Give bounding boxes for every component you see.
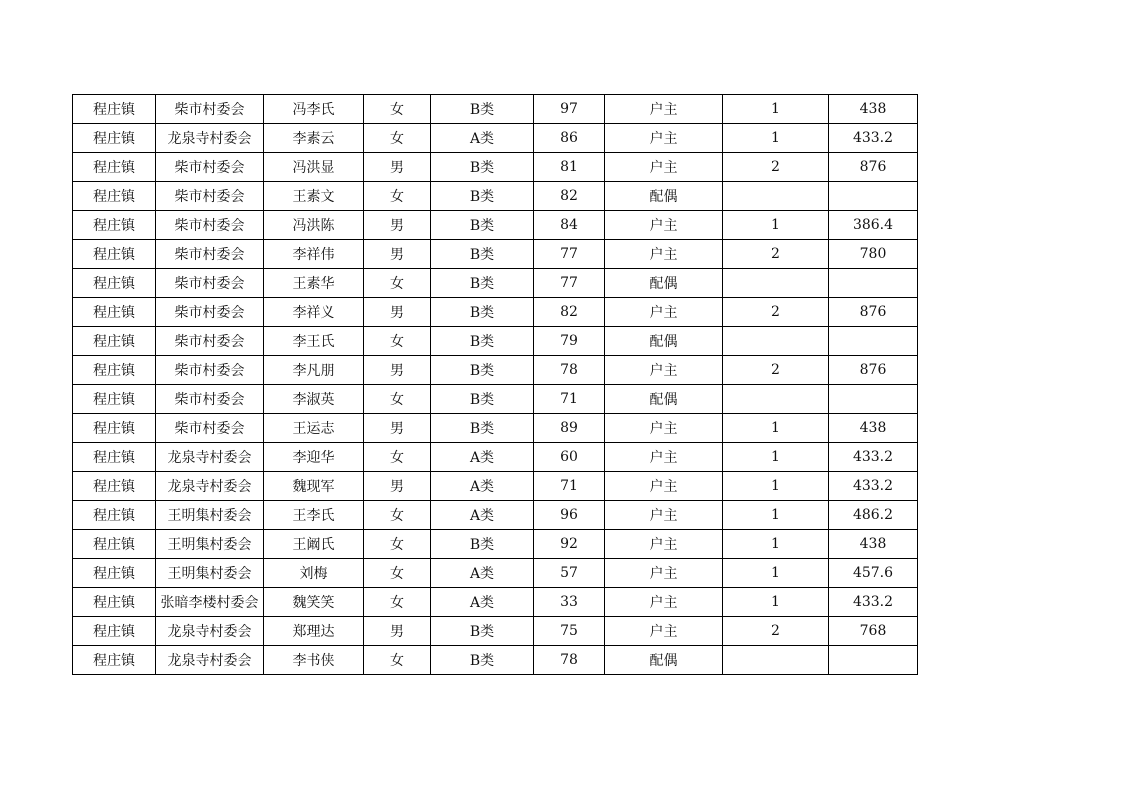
gender-cell: 女 (364, 501, 431, 530)
table-row (73, 298, 918, 327)
name-cell: 王阚氏 (264, 530, 364, 559)
relation-cell: 户主 (605, 414, 723, 443)
village-committee-cell: 柴市村委会 (156, 356, 264, 385)
amount-cell: 433.2 (829, 588, 918, 617)
gender-cell: 男 (364, 356, 431, 385)
table-row (73, 240, 918, 269)
category-cell: B类 (431, 617, 534, 646)
name-cell: 王运志 (264, 414, 364, 443)
name-cell: 李迎华 (264, 443, 364, 472)
age-cell: 75 (534, 617, 605, 646)
relation-cell: 户主 (605, 501, 723, 530)
relation-cell: 户主 (605, 443, 723, 472)
age-cell: 77 (534, 240, 605, 269)
town-cell: 程庄镇 (73, 472, 156, 501)
household-count-cell (723, 182, 829, 211)
household-count-cell: 2 (723, 298, 829, 327)
table-row (73, 646, 918, 675)
village-committee-cell: 柴市村委会 (156, 95, 264, 124)
gender-cell: 女 (364, 443, 431, 472)
town-cell: 程庄镇 (73, 617, 156, 646)
amount-cell: 876 (829, 298, 918, 327)
town-cell: 程庄镇 (73, 588, 156, 617)
gender-cell: 女 (364, 327, 431, 356)
category-cell: B类 (431, 240, 534, 269)
name-cell: 李书侠 (264, 646, 364, 675)
town-cell: 程庄镇 (73, 559, 156, 588)
household-count-cell: 1 (723, 211, 829, 240)
town-cell: 程庄镇 (73, 443, 156, 472)
relation-cell: 户主 (605, 95, 723, 124)
amount-cell: 433.2 (829, 472, 918, 501)
amount-cell: 486.2 (829, 501, 918, 530)
age-cell: 84 (534, 211, 605, 240)
age-cell: 86 (534, 124, 605, 153)
town-cell: 程庄镇 (73, 356, 156, 385)
gender-cell: 男 (364, 211, 431, 240)
age-cell: 97 (534, 95, 605, 124)
age-cell: 96 (534, 501, 605, 530)
relation-cell: 户主 (605, 559, 723, 588)
amount-cell (829, 327, 918, 356)
village-committee-cell: 龙泉寺村委会 (156, 472, 264, 501)
household-count-cell (723, 646, 829, 675)
household-count-cell: 1 (723, 530, 829, 559)
household-count-cell: 1 (723, 124, 829, 153)
category-cell: A类 (431, 501, 534, 530)
name-cell: 刘梅 (264, 559, 364, 588)
name-cell: 冯洪显 (264, 153, 364, 182)
age-cell: 33 (534, 588, 605, 617)
age-cell: 71 (534, 385, 605, 414)
gender-cell: 男 (364, 153, 431, 182)
gender-cell: 男 (364, 617, 431, 646)
village-committee-cell: 王明集村委会 (156, 530, 264, 559)
amount-cell: 876 (829, 356, 918, 385)
category-cell: B类 (431, 414, 534, 443)
name-cell: 冯李氏 (264, 95, 364, 124)
table-row (73, 414, 918, 443)
category-cell: B类 (431, 327, 534, 356)
table-row (73, 182, 918, 211)
name-cell: 李凡朋 (264, 356, 364, 385)
table-row (73, 385, 918, 414)
age-cell: 77 (534, 269, 605, 298)
name-cell: 李王氏 (264, 327, 364, 356)
amount-cell: 780 (829, 240, 918, 269)
table-row (73, 443, 918, 472)
table-row (73, 501, 918, 530)
gender-cell: 女 (364, 124, 431, 153)
amount-cell (829, 182, 918, 211)
age-cell: 92 (534, 530, 605, 559)
household-count-cell: 1 (723, 95, 829, 124)
village-committee-cell: 柴市村委会 (156, 211, 264, 240)
relation-cell: 户主 (605, 240, 723, 269)
gender-cell: 女 (364, 95, 431, 124)
town-cell: 程庄镇 (73, 501, 156, 530)
gender-cell: 男 (364, 414, 431, 443)
category-cell: B类 (431, 182, 534, 211)
age-cell: 82 (534, 182, 605, 211)
relation-cell: 户主 (605, 124, 723, 153)
category-cell: B类 (431, 211, 534, 240)
category-cell: A类 (431, 124, 534, 153)
table-row (73, 530, 918, 559)
relation-cell: 户主 (605, 153, 723, 182)
table-row (73, 95, 918, 124)
table-row (73, 124, 918, 153)
relation-cell: 户主 (605, 472, 723, 501)
household-count-cell: 2 (723, 153, 829, 182)
name-cell: 冯洪陈 (264, 211, 364, 240)
age-cell: 57 (534, 559, 605, 588)
village-committee-cell: 龙泉寺村委会 (156, 646, 264, 675)
name-cell: 郑理达 (264, 617, 364, 646)
village-committee-cell: 张暗李楼村委会 (156, 588, 264, 617)
relation-cell: 配偶 (605, 385, 723, 414)
household-count-cell: 2 (723, 240, 829, 269)
category-cell: A类 (431, 443, 534, 472)
category-cell: B类 (431, 95, 534, 124)
village-committee-cell: 柴市村委会 (156, 240, 264, 269)
name-cell: 王李氏 (264, 501, 364, 530)
household-count-cell: 1 (723, 443, 829, 472)
town-cell: 程庄镇 (73, 298, 156, 327)
town-cell: 程庄镇 (73, 646, 156, 675)
village-committee-cell: 柴市村委会 (156, 269, 264, 298)
town-cell: 程庄镇 (73, 327, 156, 356)
amount-cell: 457.6 (829, 559, 918, 588)
household-count-cell: 1 (723, 501, 829, 530)
village-committee-cell: 龙泉寺村委会 (156, 617, 264, 646)
household-count-cell: 1 (723, 472, 829, 501)
town-cell: 程庄镇 (73, 211, 156, 240)
name-cell: 李祥伟 (264, 240, 364, 269)
village-committee-cell: 王明集村委会 (156, 559, 264, 588)
amount-cell: 768 (829, 617, 918, 646)
village-committee-cell: 龙泉寺村委会 (156, 443, 264, 472)
amount-cell: 438 (829, 414, 918, 443)
amount-cell: 876 (829, 153, 918, 182)
name-cell: 王素华 (264, 269, 364, 298)
gender-cell: 女 (364, 385, 431, 414)
town-cell: 程庄镇 (73, 385, 156, 414)
table-row (73, 617, 918, 646)
name-cell: 李淑英 (264, 385, 364, 414)
age-cell: 71 (534, 472, 605, 501)
table-row (73, 153, 918, 182)
relation-cell: 配偶 (605, 269, 723, 298)
gender-cell: 女 (364, 530, 431, 559)
age-cell: 82 (534, 298, 605, 327)
town-cell: 程庄镇 (73, 530, 156, 559)
age-cell: 60 (534, 443, 605, 472)
village-committee-cell: 柴市村委会 (156, 153, 264, 182)
household-count-cell: 1 (723, 559, 829, 588)
age-cell: 78 (534, 356, 605, 385)
village-committee-cell: 柴市村委会 (156, 182, 264, 211)
gender-cell: 女 (364, 646, 431, 675)
name-cell: 王素文 (264, 182, 364, 211)
category-cell: A类 (431, 588, 534, 617)
relation-cell: 户主 (605, 298, 723, 327)
village-committee-cell: 柴市村委会 (156, 414, 264, 443)
category-cell: B类 (431, 269, 534, 298)
name-cell: 魏现军 (264, 472, 364, 501)
amount-cell (829, 385, 918, 414)
household-count-cell: 2 (723, 356, 829, 385)
gender-cell: 男 (364, 298, 431, 327)
town-cell: 程庄镇 (73, 269, 156, 298)
household-count-cell (723, 327, 829, 356)
records-table (72, 94, 918, 675)
age-cell: 81 (534, 153, 605, 182)
category-cell: B类 (431, 153, 534, 182)
amount-cell: 438 (829, 530, 918, 559)
household-count-cell (723, 385, 829, 414)
village-committee-cell: 柴市村委会 (156, 327, 264, 356)
relation-cell: 户主 (605, 617, 723, 646)
category-cell: B类 (431, 385, 534, 414)
category-cell: B类 (431, 356, 534, 385)
gender-cell: 女 (364, 269, 431, 298)
gender-cell: 女 (364, 182, 431, 211)
town-cell: 程庄镇 (73, 240, 156, 269)
category-cell: B类 (431, 530, 534, 559)
relation-cell: 户主 (605, 211, 723, 240)
town-cell: 程庄镇 (73, 414, 156, 443)
village-committee-cell: 王明集村委会 (156, 501, 264, 530)
table-row (73, 472, 918, 501)
town-cell: 程庄镇 (73, 124, 156, 153)
gender-cell: 男 (364, 472, 431, 501)
household-count-cell: 1 (723, 588, 829, 617)
town-cell: 程庄镇 (73, 182, 156, 211)
name-cell: 李祥义 (264, 298, 364, 327)
gender-cell: 男 (364, 240, 431, 269)
town-cell: 程庄镇 (73, 95, 156, 124)
village-committee-cell: 柴市村委会 (156, 298, 264, 327)
household-count-cell: 2 (723, 617, 829, 646)
amount-cell: 433.2 (829, 124, 918, 153)
amount-cell (829, 269, 918, 298)
category-cell: B类 (431, 298, 534, 327)
relation-cell: 配偶 (605, 646, 723, 675)
relation-cell: 户主 (605, 356, 723, 385)
name-cell: 李素云 (264, 124, 364, 153)
amount-cell: 386.4 (829, 211, 918, 240)
household-count-cell (723, 269, 829, 298)
relation-cell: 配偶 (605, 327, 723, 356)
name-cell: 魏笑笑 (264, 588, 364, 617)
village-committee-cell: 柴市村委会 (156, 385, 264, 414)
town-cell: 程庄镇 (73, 153, 156, 182)
age-cell: 79 (534, 327, 605, 356)
amount-cell: 438 (829, 95, 918, 124)
household-count-cell: 1 (723, 414, 829, 443)
amount-cell (829, 646, 918, 675)
village-committee-cell: 龙泉寺村委会 (156, 124, 264, 153)
category-cell: A类 (431, 559, 534, 588)
table-row (73, 559, 918, 588)
amount-cell: 433.2 (829, 443, 918, 472)
age-cell: 78 (534, 646, 605, 675)
records-body (73, 95, 918, 675)
gender-cell: 女 (364, 588, 431, 617)
relation-cell: 户主 (605, 530, 723, 559)
age-cell: 89 (534, 414, 605, 443)
table-row (73, 327, 918, 356)
relation-cell: 配偶 (605, 182, 723, 211)
category-cell: B类 (431, 646, 534, 675)
relation-cell: 户主 (605, 588, 723, 617)
category-cell: A类 (431, 472, 534, 501)
table-row (73, 356, 918, 385)
table-row (73, 588, 918, 617)
table-row (73, 211, 918, 240)
gender-cell: 女 (364, 559, 431, 588)
table-row (73, 269, 918, 298)
